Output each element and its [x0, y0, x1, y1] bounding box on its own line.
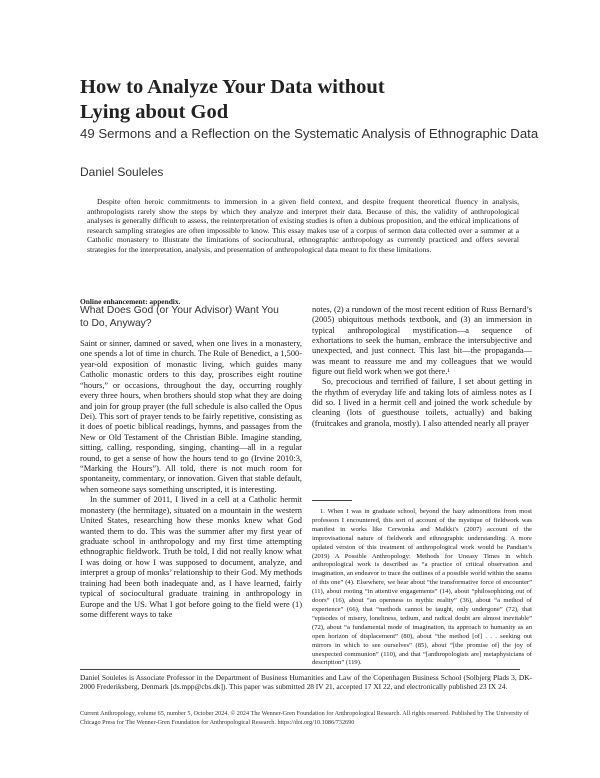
body-paragraph: notes, (2) a rundown of the most recent edition of Russ Bernard’s (2005) ubiquitous methods textbook, and (3) an immersion in typical anthropological mystification—a sequence of exhortations to seek the human, embrace the intersubjective and unexpected, and just connect. This last bit—the propaganda—was meant to reassure me and my colleagues that we would figure out field work when we got there.¹ — [312, 305, 532, 377]
author-bio: Daniel Souleles is Associate Professor in the Department of Business Humanities and Law of the Copenhagen Business School (Solbjerg Plads 3, DK-2000 Frederiksberg, Denmark [ds.mpp@cbs.dk]). This paper was submitted 28 IV 21, accepted 17 XI 22, and electronically published 23 IX 24. — [80, 673, 532, 692]
author-name: Daniel Souleles — [80, 165, 164, 179]
article-subtitle: 49 Sermons and a Reflection on the Systematic Analysis of Ethnographic Data — [80, 126, 539, 141]
article-title — [80, 75, 550, 125]
section-heading-line-1: What Does God (or Your Advisor) Want You — [80, 305, 279, 316]
bio-divider — [80, 669, 520, 670]
title-line-1: How to Analyze Your Data without — [80, 76, 385, 98]
journal-citation: Current Anthropology, volume 65, number 5, October 2024. © 2024 The Wenner-Gren Foundation for Anthropological Research. All rights reserved. Published by The University of Chicago Press for The Wenner-Gren Foundation for Anthropological Research. https://doi.org/10.1086/732690 — [80, 710, 529, 726]
section-heading — [80, 304, 310, 330]
body-paragraph: So, precocious and terrified of failure, I set about getting in the rhythm of everyday life and taking lots of aimless notes as I did so. I lived in a hermit cell and joined the work schedule by cleaning (lots of guesthouse toilets, actually) and baking (fruitcakes and granola, mostly). I also attended nearly all prayer — [312, 377, 532, 428]
section-heading-line-2: to Do, Anyway? — [80, 318, 152, 329]
footnote-divider — [312, 500, 352, 501]
left-column — [80, 339, 302, 620]
online-enhancement-note: Online enhancement: appendix. — [80, 297, 181, 306]
abstract — [87, 197, 519, 255]
right-column — [312, 305, 532, 429]
body-paragraph: Saint or sinner, damned or saved, when one lives in a monastery, one spends a lot of time in church. The Rule of Benedict, a 1,500-year-old exposition of monastic living, which guides many Catholic monastic orders to this day, proscribes eight routine “hours,” or occasions, throughout the day, occurring roughly every three hours, when brothers should stop what they are doing and join for group prayer (the full schedule is also called the Opus Dei). This sort of prayer tends to be fairly repetitive, consisting as it does of poetic biblical readings, hymns, and passages from the New or Old Testament of the Christian Bible. Imagine standing, sitting, calling, responding, singing, chanting—all in a regular round, to get a sense of how the hours tend to go (Irvine 2010:3, “Marking the Hours”). All told, there is not much room for spontaneity, commentary, or innovation. Given that stable default, when someone says something unscripted, it is interesting. — [80, 339, 302, 494]
body-paragraph: In the summer of 2011, I lived in a cell at a Catholic hermit monastery (the hermitage), situated on a mountain in the western United States, researching how these monks knew what God wanted them to do. This was the summer after my first year of graduate school in anthropology and my first time attempting ethnographic fieldwork. Truth be told, I did not really know what I was doing or how I was supposed to document, analyze, and interpret a group of monks’ relationship to their God. My methods training had been both inadequate and, as I have learned, fairly typical of sociocultural graduate training in anthropology in Europe and the US. What I got before going to the field were (1) some different ways to take — [80, 495, 302, 619]
abstract-text: Despite often heroic commitments to immersion in a given field context, and despite frequent theoretical fluency in analysis, anthropologists rarely show the steps by which they analyze and interpret their data. Because of this, the validity of anthropological analyses is generally difficult to assess, the reinterpretation of existing studies is often a dubious proposition, and the ethical implications of research sampling strategies are often impossible to know. This essay makes use of a corpus of sermon data collected over a summer at a Catholic monastery to illustrate the limitations of sociocultural, ethnographic anthropology as currently practiced and offers several strategies for the interpretation, analysis, and presentation of anthropological data meant to fix these limitations. — [87, 197, 519, 254]
title-line-2: Lying about God — [80, 101, 229, 123]
footnote — [312, 508, 532, 668]
footnote-text: 1. When I was in graduate school, beyond the hazy admonitions from most professors I encountered, this sort of account of the mystique of fieldwork was manifest in works like Cerwonka and Malkki’s (2007) account of the improvisational nature of fieldwork and ethnographic understanding. A more updated version of this treatment of anthropological work would be Pandian’s (2019) A Possible Anthropology: Methods for Uneasy Times in which anthropological work is described as “a practice of critical observation and imagination, an endeavor to trace the outlines of a possible world within the seams of this one” (4). Elsewhere, we hear about “the transformative force of encounter” (11), about rooting “in attentive engagements” (14), about “philosophizing out of doors” (16), about “an openness to mythic reality” (36), about “a method of experience” (66), that “methods cannot be taught, only undergone” (72), that “episodes of misery, loneliness, tedium, and radical doubt are almost inevitable” (72), about “a fundamental mode of imagination, its approach to humanity as an open horizon of displacement” (80), about “the method [of] . . . seeking out mirrors in which to see ourselves” (85), about “[the promise of] the joy of unexpected communion” (110), and that “[anthropologists are] metaphysicians of description” (119). — [312, 508, 532, 667]
